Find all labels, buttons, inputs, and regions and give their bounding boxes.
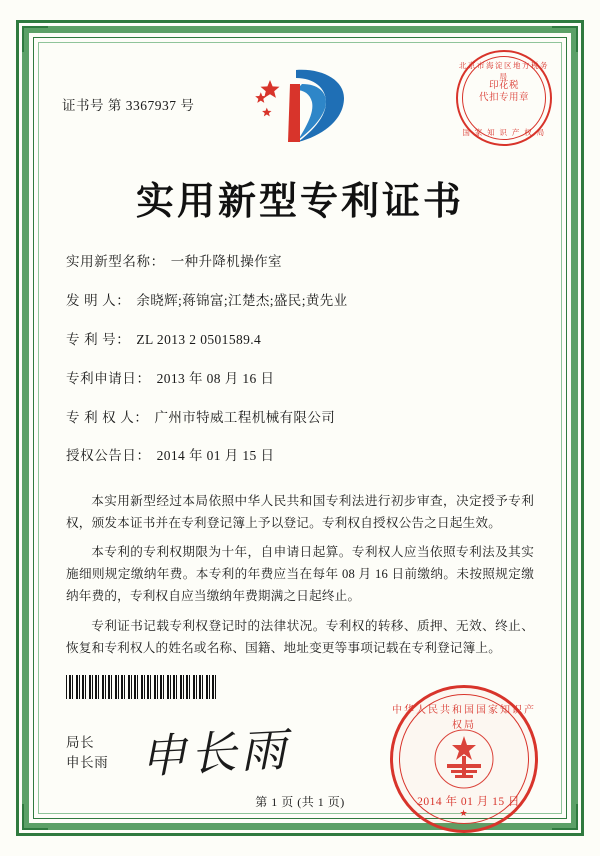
field-label: 发 明 人： — [66, 292, 131, 308]
field-label: 实用新型名称： — [66, 254, 165, 269]
field-value: 2013 年 08 月 16 日 — [156, 370, 275, 386]
document-header — [40, 44, 560, 164]
field-label: 专 利 权 人： — [66, 409, 149, 425]
field-row — [66, 292, 534, 311]
field-label: 专 利 号： — [66, 331, 131, 347]
page-title: 实用新型专利证书 — [135, 181, 464, 223]
stamp-center-text — [456, 80, 552, 104]
certificate-number: 证书号 第 3367937 号 — [62, 98, 195, 113]
field-row — [66, 447, 534, 466]
stamp-date: 2014 年 01 月 15 日 — [417, 795, 520, 808]
signatory-name: 申长雨 — [66, 755, 109, 771]
field-row — [66, 253, 534, 272]
field-row — [66, 331, 534, 350]
main-stamp-arc-bottom: ★ — [459, 807, 469, 818]
field-list — [40, 253, 560, 466]
main-stamp-arc-top: 中华人民共和国国家知识产权局 — [392, 704, 536, 731]
page-number: 第 1 页 (共 1 页) — [255, 795, 345, 809]
tax-stamp-top-right — [456, 50, 552, 146]
stamp-center-line-1: 印花税 — [488, 81, 519, 91]
field-value: 一种升降机操作室 — [170, 254, 282, 269]
legal-paragraph: 本专利的专利权期限为十年，自申请日起算。专利权人应当依照专利法及其实施细则规定缴纳年费。本专利的年费应当在每年 08 月 16 日前缴纳。未按照规定缴纳年费的，专利权自应当缴纳年费期满之日起终止。 — [66, 545, 534, 604]
signatory-title: 局长 — [66, 734, 95, 750]
stamp-center-line-2: 代扣专用章 — [478, 93, 529, 103]
document-content — [40, 44, 560, 818]
legal-paragraph: 本实用新型经过本局依照中华人民共和国专利法进行初步审查，决定授予专利权，颁发本证书并在专利登记簿上予以登记。专利权自授权公告之日起生效。 — [66, 494, 534, 531]
national-official-stamp — [390, 685, 538, 833]
cnipa-logo-icon — [252, 64, 348, 150]
field-row — [66, 409, 534, 428]
field-row — [66, 370, 534, 389]
field-label: 专利申请日： — [66, 370, 151, 386]
legal-paragraph: 专利证书记载专利权登记时的法律状况。专利权的转移、质押、无效、终止、恢复和专利权人的姓名或名称、国籍、地址变更等事项记载在专利登记簿上。 — [66, 618, 534, 655]
national-emblem-icon — [433, 728, 495, 790]
barcode — [66, 675, 216, 699]
field-value: 余晓辉;蒋锦富;江楚杰;盛民;黄先业 — [136, 292, 348, 308]
handwritten-signature: 申长雨 — [138, 723, 292, 783]
stamp-arc-top-text: 北京市海淀区地方税务局 — [459, 61, 549, 81]
field-value: 广州市特威工程机械有限公司 — [154, 409, 336, 425]
signatory-labels — [66, 733, 108, 775]
field-value: 2014 年 01 月 15 日 — [156, 448, 275, 464]
legal-text-block — [40, 486, 560, 658]
stamp-arc-bottom-text: 国 家 知 识 产 权 局 — [462, 128, 546, 137]
field-value: ZL 2013 2 0501589.4 — [136, 331, 262, 347]
field-label: 授权公告日： — [66, 448, 151, 464]
